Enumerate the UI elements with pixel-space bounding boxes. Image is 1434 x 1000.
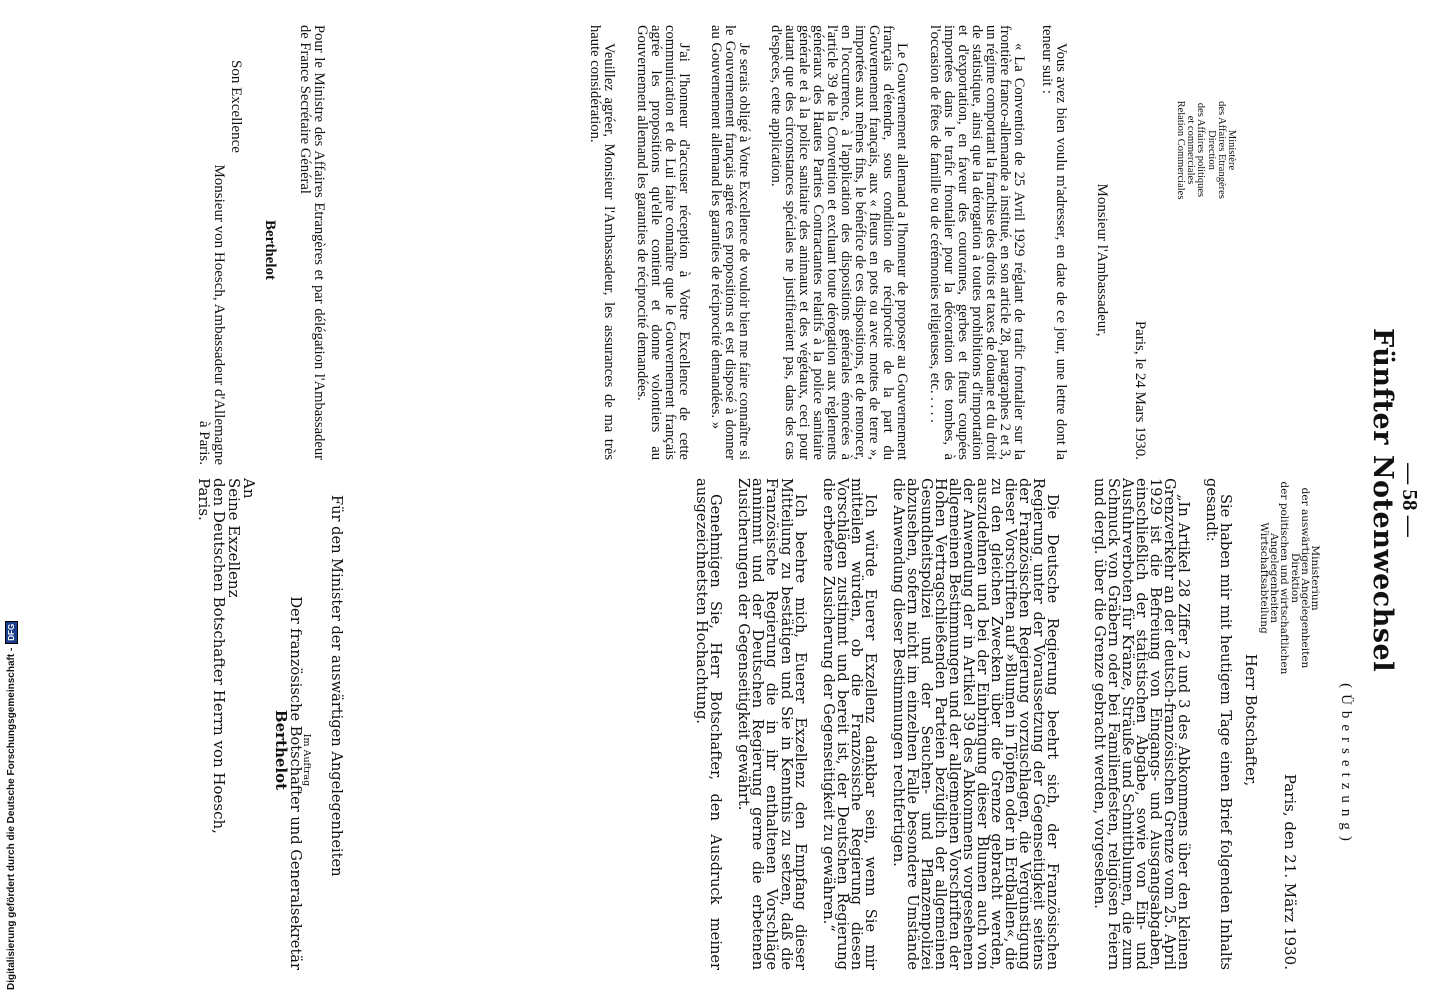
translation-note: (Übersetzung) bbox=[1338, 683, 1354, 847]
french-paragraph: Vous avez bien voulu m'adresser, en date de ce jour, une lettre dont la teneur suit : bbox=[1038, 25, 1069, 460]
french-addressee: Monsieur von Hoesch, Ambassadeur d'Allemagne à Paris. bbox=[196, 164, 227, 465]
german-paragraph: Ich beehre mich, Euerer Exzellenz den Empfang dieser Mitteilung zu bestätigen und Sie in Kenntnis zu setzen, daß die Französische Regierung die in ihr enthaltenen Vorschläge annimmt und der Deutschen Regierung gerne die erbetenen Zusicherungen der Gegenseitigkeit gewährt. bbox=[735, 478, 809, 970]
german-paragraph: Genehmigen Sie, Herr Botschafter, den Ausdruck meiner ausgezeichnetsten Hochachtung. bbox=[693, 478, 725, 970]
french-paragraph: J'ai l'honneur d'accuser réception à Votre Excellence de cette communication et de Lui faire connaître que le Gouvernement français agrée les propositions qu'elle contient et donne volontiers au Gouvernement allemand les garanties de réciprocité demandées. bbox=[633, 25, 692, 460]
german-closing-line1: Für den Minister der auswärtigen Angelegenheiten bbox=[328, 495, 345, 877]
french-paragraph: Veuillez agréer, Monsieur l'Ambassadeur, les assurances de ma très haute considération. bbox=[587, 25, 618, 460]
german-paragraph: Sie haben mir mit heutigem Tage einen Brief folgenden Inhalts gesandt: bbox=[1202, 478, 1234, 970]
german-paragraph: Ich würde Euerer Exzellenz dankbar sein, wenn Sie mir mitteilen würden, ob die Französische Regierung diesen Vorschlägen zustimmt und bereit ist, der Deutschen Regierung die erbetene Zusicherung der Gegenseitigkeit zu gewähren.“ bbox=[819, 478, 879, 970]
german-addressee: An Seine Exzellenz den Deutschen Botschafter Herrn von Hoesch, Paris. bbox=[195, 478, 258, 834]
french-salutation: Monsieur l'Ambassadeur, bbox=[1094, 183, 1110, 337]
german-salutation: Herr Botschafter, bbox=[1242, 653, 1260, 787]
german-signature: Berthelot bbox=[272, 709, 290, 791]
french-dateline: Paris, le 24 Mars 1930. bbox=[1132, 320, 1148, 460]
footer-text: Digitalisierung gefördert durch die Deutsche Forschungsgemeinschaft - bbox=[5, 647, 17, 990]
digitization-footer bbox=[0, 5, 22, 990]
german-closing-line2: Der französische Botschafter und Generalsekretär bbox=[287, 596, 304, 970]
french-addressee-title: Son Excellence bbox=[228, 60, 244, 153]
german-paragraph: Die Deutsche Regierung beehrt sich, der Französischen Regierung unter der Voraussetzung der Gegenseitigkeit seitens der Französischen Regierung vorzuschlagen, die Vergünstigung dieser Vorschriften auf »Blumen in Töpfen oder in Erdballen«, die zu den gleichen Zwecken über die Grenze gebracht werden, auszudehnen und bei der Einbringung dieser Blumen auch von der Anwendung der in Artikel 39 des Abkommens vorgesehenen allgemeinen Bestimmungen und der allgemeinen Vorschriften der Hohen Vertragschließenden Parteien bezüglich der allgemeinen Gesundheitspolizei und der Seuchen- und Pflanzenpolizei abzusehen, sofern nicht im einzelnen Falle besondere Umstände die Anwendung dieser Bestimmungen rechtfertigen. bbox=[889, 478, 1062, 970]
german-ministry-header: Ministerium der auswärtigen Angelegenheiten Direktion der politischen und wirtschaftlichen Angelegenheiten Wirtschaftsabteilung bbox=[1257, 481, 1321, 675]
french-closing: Pour le Ministre des Affaires Etrangères et par délégation l'Ambassadeur de France Secrétaire Général bbox=[296, 25, 327, 460]
german-dateline: Paris, den 21. März 1930. bbox=[1281, 773, 1299, 970]
page-number: — 58 — bbox=[1398, 463, 1422, 537]
german-closing-small: Im Auftrag bbox=[301, 733, 312, 787]
dfg-logo: DFG bbox=[5, 621, 18, 644]
french-signature: Berthelot bbox=[262, 220, 278, 280]
french-ministry-header: Ministère des Affaires Etrangères Direction des Affaires politiques et commerciales Relation Commerciales bbox=[1174, 100, 1237, 200]
page-title: Fünfter Notenwechsel bbox=[1367, 328, 1398, 672]
french-paragraph: Le Gouvernement allemand a l'honneur de proposer au Gouvernement français d'étendre, sous condition de réciprocité de la part du Gouvernement français, aux « fleurs en pots ou avec mottes de terre », importées aux mêmes fins, le bénéfice de ces dispositions, et de renoncer, en l'occurrence, à l'application des dispositions générales énoncées à l'article 39 de la Convention et excluant toute dérogation aux règlements généraux des Hautes Parties Contractantes relatifs à la police sanitaire générale et à la police sanitaire des animaux et des végétaux, ceci pour autant que des circonstances spéciales ne justifieraient pas, dans des cas d'espèces, cette application. bbox=[768, 25, 911, 460]
german-letter-body bbox=[680, 478, 1246, 970]
french-letter-body bbox=[574, 25, 1082, 460]
german-paragraph: „In Artikel 28 Ziffer 2 und 3 des Abkommens über den kleinen Grenzverkehr an der deutsch-französischen Grenze vom 25. April 1929 ist die Befreiung von Eingangs- und Ausgangsabgaben, einschließlich der statistischen Abgabe, sowie von Ein- und Ausfuhrverboten für Kränze, Sträuße und Schnittblumen, die zum Schmuck von Gräbern oder bei Familienfesten, religiösen Feiern und dergl. über die Grenze gebracht werden, vorgesehen. bbox=[1090, 478, 1192, 970]
french-paragraph: Je serais obligé à Votre Excellence de vouloir bien me faire connaître si le Gouvernement français agrée ces propositions et est disposé à donner au Gouvernement allemand les garanties de réciprocité demandées. » bbox=[707, 25, 752, 460]
french-paragraph: « La Convention de 25 Avril 1929 réglant de trafic frontalier sur la frontière franco-allemande a institué, en son article 28, paragraphes 2 et 3, un régime comportant la franchise des droits et taxes de douane et du droit de statistique, ainsi que la dérogation à toutes prohibitions d'importation et d'exportation, en faveur des couronnes, gerbes et fleurs coupées importées dans le trafic frontalier pour la décoration des tombes, à l'occasion de fêtes de famille ou de cérémonies religieuses, etc. . . . . bbox=[926, 25, 1027, 460]
